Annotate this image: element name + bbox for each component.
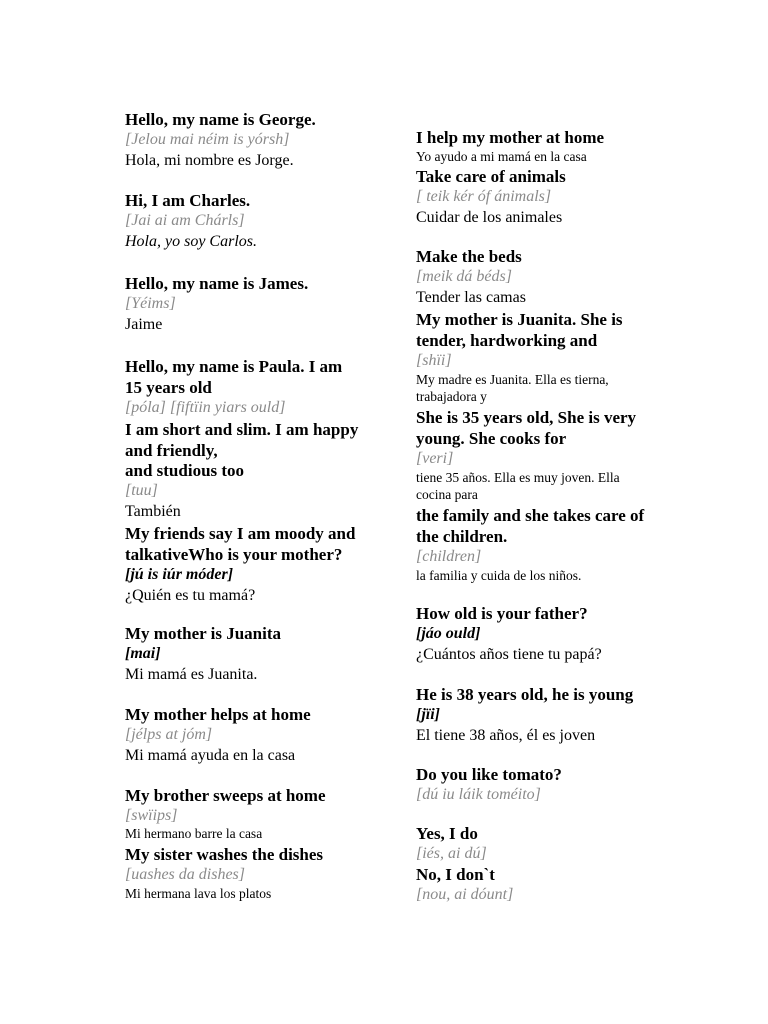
pronunciation-line: [nou, ai dóunt] (416, 886, 514, 903)
translation-line: trabajadora y (416, 389, 487, 404)
translation-line: la familia y cuida de los niños. (416, 568, 582, 583)
translation-line: Mi hermana lava los platos (125, 886, 272, 901)
phrase-line: No, I don`t (416, 865, 495, 884)
translation-line: tiene 35 años. Ella es muy joven. Ella (416, 470, 620, 485)
pronunciation-line: [mai] (125, 645, 161, 662)
phrase-line: Yes, I do (416, 824, 478, 843)
translation-line: Mi hermano barre la casa (125, 826, 263, 841)
translation-line: Hola, yo soy Carlos. (125, 233, 257, 250)
phrase-line: the family and she takes care of (416, 506, 645, 525)
phrase-line: My mother is Juanita. She is (416, 310, 623, 329)
pronunciation-line: [ teik kér óf ánimals] (416, 188, 552, 205)
phrase-line: She is 35 years old, She is very (416, 408, 637, 427)
translation-line: ¿Cuántos años tiene tu papá? (416, 646, 602, 663)
translation-line: Mi mamá es Juanita. (125, 666, 258, 683)
pronunciation-line: [children] (416, 548, 482, 565)
phrase-line: My brother sweeps at home (125, 786, 326, 805)
pronunciation-line: [meik dá béds] (416, 268, 512, 285)
pronunciation-line: [Yéims] (125, 295, 176, 312)
phrase-line: My mother is Juanita (125, 624, 281, 643)
phrase-line: Do you like tomato? (416, 765, 562, 784)
pronunciation-line: [póla] [fiftïin yiars ould] (125, 399, 286, 416)
pronunciation-line: [uashes da dishes] (125, 866, 246, 883)
phrase-line: tender, hardworking and (416, 331, 598, 350)
pronunciation-line: [jïi] (416, 706, 440, 723)
phrase-line: Hello, my name is George. (125, 110, 316, 129)
phrase-line: 15 years old (125, 378, 212, 397)
phrase-line: Hello, my name is James. (125, 274, 309, 293)
translation-line: Hola, mi nombre es Jorge. (125, 152, 294, 169)
phrase-line: the children. (416, 527, 508, 546)
phrase-line: My sister washes the dishes (125, 845, 324, 864)
translation-line: ¿Quién es tu mamá? (125, 587, 256, 604)
phrase-line: young. She cooks for (416, 429, 567, 448)
phrase-line: How old is your father? (416, 604, 588, 623)
phrase-line: talkativeWho is your mother? (125, 545, 343, 564)
pronunciation-line: [jáo ould] (416, 625, 481, 642)
phrase-line: and studious too (125, 461, 245, 480)
phrase-line: Take care of animals (416, 167, 566, 186)
pronunciation-line: [jélps at jóm] (125, 726, 213, 743)
translation-line: Jaime (125, 316, 163, 333)
phrase-line: My friends say I am moody and (125, 524, 356, 543)
pronunciation-line: [tuu] (125, 482, 158, 499)
translation-line: Mi mamá ayuda en la casa (125, 747, 296, 764)
phrase-line: I am short and slim. I am happy (125, 420, 359, 439)
translation-line: cocina para (416, 487, 478, 502)
pronunciation-line: [Jelou mai néim is yórsh] (125, 131, 290, 148)
pronunciation-line: [dú iu láik toméito] (416, 786, 541, 803)
pronunciation-line: [iés, ai dú] (416, 845, 487, 862)
pronunciation-line: [Jai ai am Chárls] (125, 212, 245, 229)
translation-line: Tender las camas (416, 289, 526, 306)
phrase-line: My mother helps at home (125, 705, 311, 724)
pronunciation-line: [jú is iúr móder] (125, 566, 234, 583)
phrase-line: Hello, my name is Paula. I am (125, 357, 343, 376)
translation-line: Cuidar de los animales (416, 209, 563, 226)
phrase-line: and friendly, (125, 441, 218, 460)
phrase-line: Hi, I am Charles. (125, 191, 251, 210)
phrase-line: I help my mother at home (416, 128, 605, 147)
phrase-line: Make the beds (416, 247, 522, 266)
pronunciation-line: [veri] (416, 450, 454, 467)
translation-line: My madre es Juanita. Ella es tierna, (416, 372, 609, 387)
phrase-line: He is 38 years old, he is young (416, 685, 634, 704)
translation-line: Yo ayudo a mi mamá en la casa (416, 149, 587, 164)
pronunciation-line: [swïips] (125, 807, 178, 824)
pronunciation-line: [shïi] (416, 352, 452, 369)
translation-line: También (125, 503, 181, 520)
translation-line: El tiene 38 años, él es joven (416, 727, 596, 744)
